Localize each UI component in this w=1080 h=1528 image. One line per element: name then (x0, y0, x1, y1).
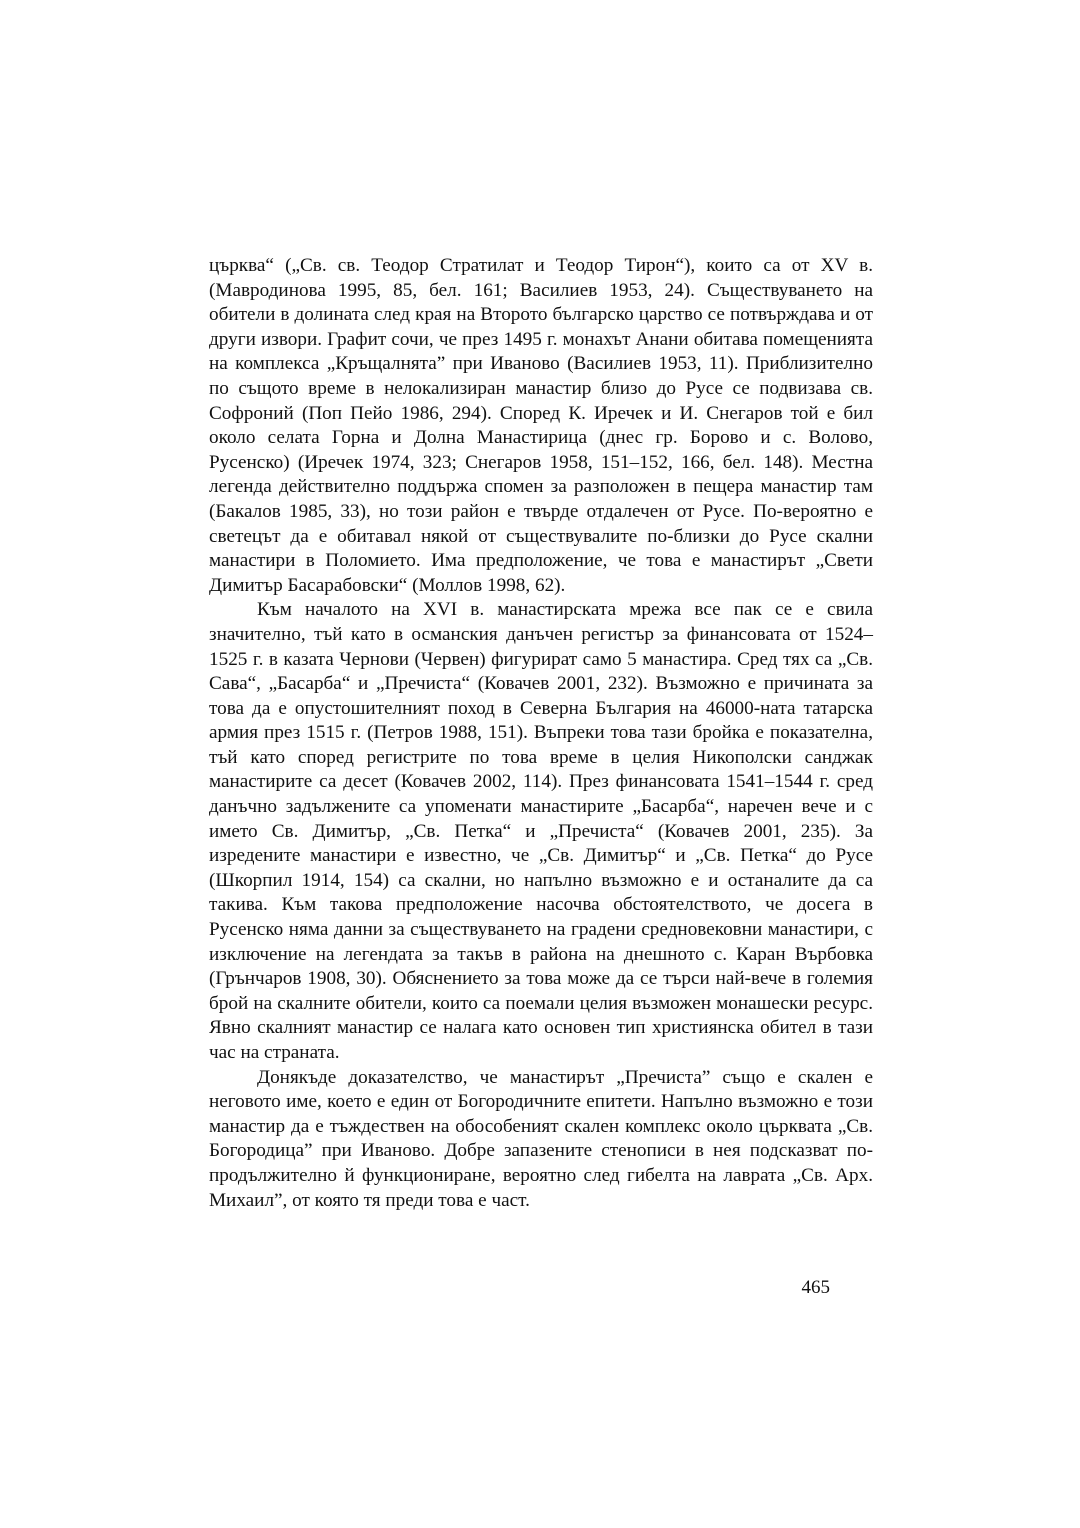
paragraph-2: Към началото на XVI в. манастирската мрежа все пак се е свила значително, тъй като в османския данъчен регистър за финансовата от 1524–1525 г. в казата Чернови (Червен) фигурират само 5 манастира. Сред тях са „Св. Сава“, „Басарба“ и „Пречиста“ (Ковачев 2001, 232). Възможно е причината за това да е опустошителният поход в Северна България на 46000-ната татарска армия през 1515 г. (Петров 1988, 151). Въпреки това тази бройка е показателна, тъй като според регистрите по това време в целия Никополски санджак манастирите са десет (Ковачев 2002, 114). През финансовата 1541–1544 г. сред данъчно задължените са упоменати манастирите „Басарба“, наречен вече и с името Св. Димитър, „Св. Петка“ и „Пречиста“ (Ковачев 2001, 235). За изредените манастири е известно, че „Св. Димитър“ и „Св. Петка“ до Русе (Шкорпил 1914, 154) са скални, но напълно възможно е и останалите да са такива. Към такова предположение насочва обстоятелството, че досега в Русенско няма данни за съществуването на градени средновековни манастири, с изключение на легендата за такъв в района на днешното с. Каран Върбовка (Грънчаров 1908, 30). Обяснението за това може да се търси най-вече в големия брой на скалните обители, които са поемали целия възможен монашески ресурс. Явно скалният манастир се налага като основен тип християнска обител в тази час на страната. (209, 599, 873, 1063)
page-number: 465 (801, 1277, 830, 1298)
paragraph-1: църква“ („Св. св. Теодор Стратилат и Теодор Тирон“), които са от XV в. (Мавродинова 1995, 85, бел. 161; Василиев 1953, 24). Съществуването на обители в долината след края на Второто българско царство се потвърждава и от други извори. Графит сочи, че през 1495 г. монахът Анани обитава помещенията на комплекса „Кръщалнята” при Иваново (Василиев 1953, 11). Приблизително по същото време в нелокализиран манастир близо до Русе се подвизава св. Софроний (Поп Пейо 1986, 294). Според К. Иречек и И. Снегаров той е бил около селата Горна и Долна Манастирица (днес гр. Борово и с. Волово, Русенско) (Иречек 1974, 323; Снегаров 1958, 151–152, 166, бел. 148). Местна легенда действително поддържа спомен за разположен в пещера манастир там (Бакалов 1985, 33), но този район е твърде отдалечен от Русе. По-вероятно е светецът да е обитавал някой от съществувалите по-близки до Русе скални манастири в Поломието. Има предположение, че това е манастирът „Свети Димитър Басарабовски“ (Моллов 1998, 62). (209, 255, 873, 596)
body-text (209, 254, 873, 1213)
paragraph-3: Донякъде доказателство, че манастирът „Пречиста” също е скален е неговото име, което е един от Богородичните епитети. Напълно възможно е този манастир да е тъждествен на обособеният скален комплекс около църквата „Св. Богородица” при Иваново. Добре запазените стенописи в нея подсказват по-продължително й функциониране, вероятно след гибелта на лаврата „Св. Арх. Михаил”, от която тя преди това е част. (209, 1066, 873, 1211)
